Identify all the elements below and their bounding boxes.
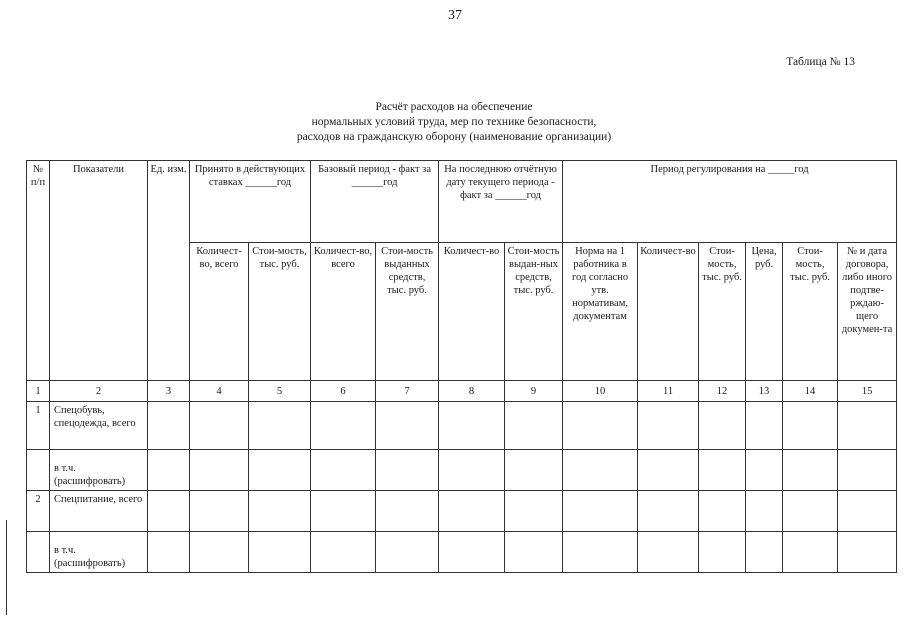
empty-cell	[311, 532, 376, 573]
expenses-table	[26, 160, 897, 573]
row-number	[27, 450, 50, 491]
row-number: 2	[27, 491, 50, 532]
empty-cell	[746, 532, 783, 573]
empty-cell	[148, 402, 190, 450]
column-number: 12	[699, 381, 746, 402]
empty-cell	[505, 532, 563, 573]
empty-cell	[638, 532, 699, 573]
subheader-cell: Стои-мость, тыс. руб.	[783, 243, 838, 381]
empty-cell	[249, 491, 311, 532]
row-label: в т.ч. (расшифровать)	[50, 450, 148, 491]
empty-cell	[783, 532, 838, 573]
empty-cell	[439, 402, 505, 450]
empty-cell	[783, 450, 838, 491]
title-line-3: расходов на гражданскую оборону (наименование организации)	[296, 131, 612, 143]
subheader-cell: Количест-во	[638, 243, 699, 381]
empty-cell	[746, 491, 783, 532]
row-number	[27, 532, 50, 573]
column-number: 15	[838, 381, 897, 402]
empty-cell	[190, 402, 249, 450]
empty-cell	[783, 402, 838, 450]
empty-cell	[638, 491, 699, 532]
subheader-cell: № и дата договора, либо иного подтве-рждаю-щего докумен-та	[838, 243, 897, 381]
empty-cell	[699, 450, 746, 491]
empty-cell	[249, 402, 311, 450]
empty-cell	[838, 450, 897, 491]
empty-cell	[190, 450, 249, 491]
subheader-cell: Цена, руб.	[746, 243, 783, 381]
title-line-1: Расчёт расходов на обеспечение	[375, 101, 533, 113]
empty-cell	[439, 532, 505, 573]
empty-cell	[249, 532, 311, 573]
column-number: 3	[148, 381, 190, 402]
subheader-cell: Количест-во, всего	[190, 243, 249, 381]
empty-cell	[376, 450, 439, 491]
subheader-cell: Стои-мость выдан-ных средств, тыс. руб.	[505, 243, 563, 381]
empty-cell	[148, 450, 190, 491]
empty-cell	[439, 491, 505, 532]
subheader-cell: Стои-мость, тыс. руб.	[699, 243, 746, 381]
empty-cell	[249, 450, 311, 491]
row-label: Спецпитание, всего	[50, 491, 148, 532]
empty-cell	[699, 491, 746, 532]
table-row	[27, 450, 897, 491]
empty-cell	[563, 450, 638, 491]
empty-cell	[638, 450, 699, 491]
empty-cell	[376, 402, 439, 450]
empty-cell	[838, 532, 897, 573]
header-base-period: Базовый период - факт за ______год	[311, 161, 439, 243]
subheader-cell: Количест-во	[439, 243, 505, 381]
subheader-cell: Стои-мость выданных средств, тыс. руб.	[376, 243, 439, 381]
empty-cell	[638, 402, 699, 450]
title-line-2: нормальных условий труда, мер по технике безопасности,	[311, 116, 597, 128]
header-unit: Ед. изм.	[148, 161, 190, 381]
table-row	[27, 491, 897, 532]
column-number: 1	[27, 381, 50, 402]
column-number: 6	[311, 381, 376, 402]
table-row	[27, 532, 897, 573]
header-no: № п/п	[27, 161, 50, 381]
empty-cell	[838, 491, 897, 532]
column-number-row	[27, 381, 897, 402]
empty-cell	[699, 402, 746, 450]
header-indicators: Показатели	[50, 161, 148, 381]
column-number: 8	[439, 381, 505, 402]
empty-cell	[439, 450, 505, 491]
header-regulation-period: Период регулирования на _____год	[563, 161, 897, 243]
page-number: 37	[448, 8, 462, 23]
empty-cell	[148, 491, 190, 532]
empty-cell	[746, 402, 783, 450]
subheader-cell: Количест-во, всего	[311, 243, 376, 381]
column-number: 7	[376, 381, 439, 402]
empty-cell	[148, 532, 190, 573]
row-label: Спецобувь, спецодежда, всего	[50, 402, 148, 450]
empty-cell	[311, 450, 376, 491]
empty-cell	[699, 532, 746, 573]
column-number: 10	[563, 381, 638, 402]
empty-cell	[563, 532, 638, 573]
margin-line	[6, 520, 7, 615]
empty-cell	[311, 402, 376, 450]
empty-cell	[563, 402, 638, 450]
subheader-cell: Норма на 1 работника в год согласно утв. нормативам, документам	[563, 243, 638, 381]
column-number: 4	[190, 381, 249, 402]
column-number: 2	[50, 381, 148, 402]
table-title	[200, 100, 708, 145]
column-number: 5	[249, 381, 311, 402]
empty-cell	[838, 402, 897, 450]
row-label: в т.ч. (расшифровать)	[50, 532, 148, 573]
empty-cell	[376, 491, 439, 532]
empty-cell	[190, 491, 249, 532]
row-number: 1	[27, 402, 50, 450]
empty-cell	[190, 532, 249, 573]
empty-cell	[505, 491, 563, 532]
column-number: 14	[783, 381, 838, 402]
column-number: 13	[746, 381, 783, 402]
empty-cell	[311, 491, 376, 532]
column-number: 9	[505, 381, 563, 402]
header-last-reporting: На последнюю отчётную дату текущего периода - факт за ______год	[439, 161, 563, 243]
header-accepted: Принято в действующих ставках ______год	[190, 161, 311, 243]
empty-cell	[505, 450, 563, 491]
column-number: 11	[638, 381, 699, 402]
subheader-cell: Стои-мость, тыс. руб.	[249, 243, 311, 381]
table-row	[27, 402, 897, 450]
table-number: Таблица № 13	[786, 56, 855, 68]
empty-cell	[746, 450, 783, 491]
empty-cell	[783, 491, 838, 532]
empty-cell	[505, 402, 563, 450]
empty-cell	[376, 532, 439, 573]
empty-cell	[563, 491, 638, 532]
